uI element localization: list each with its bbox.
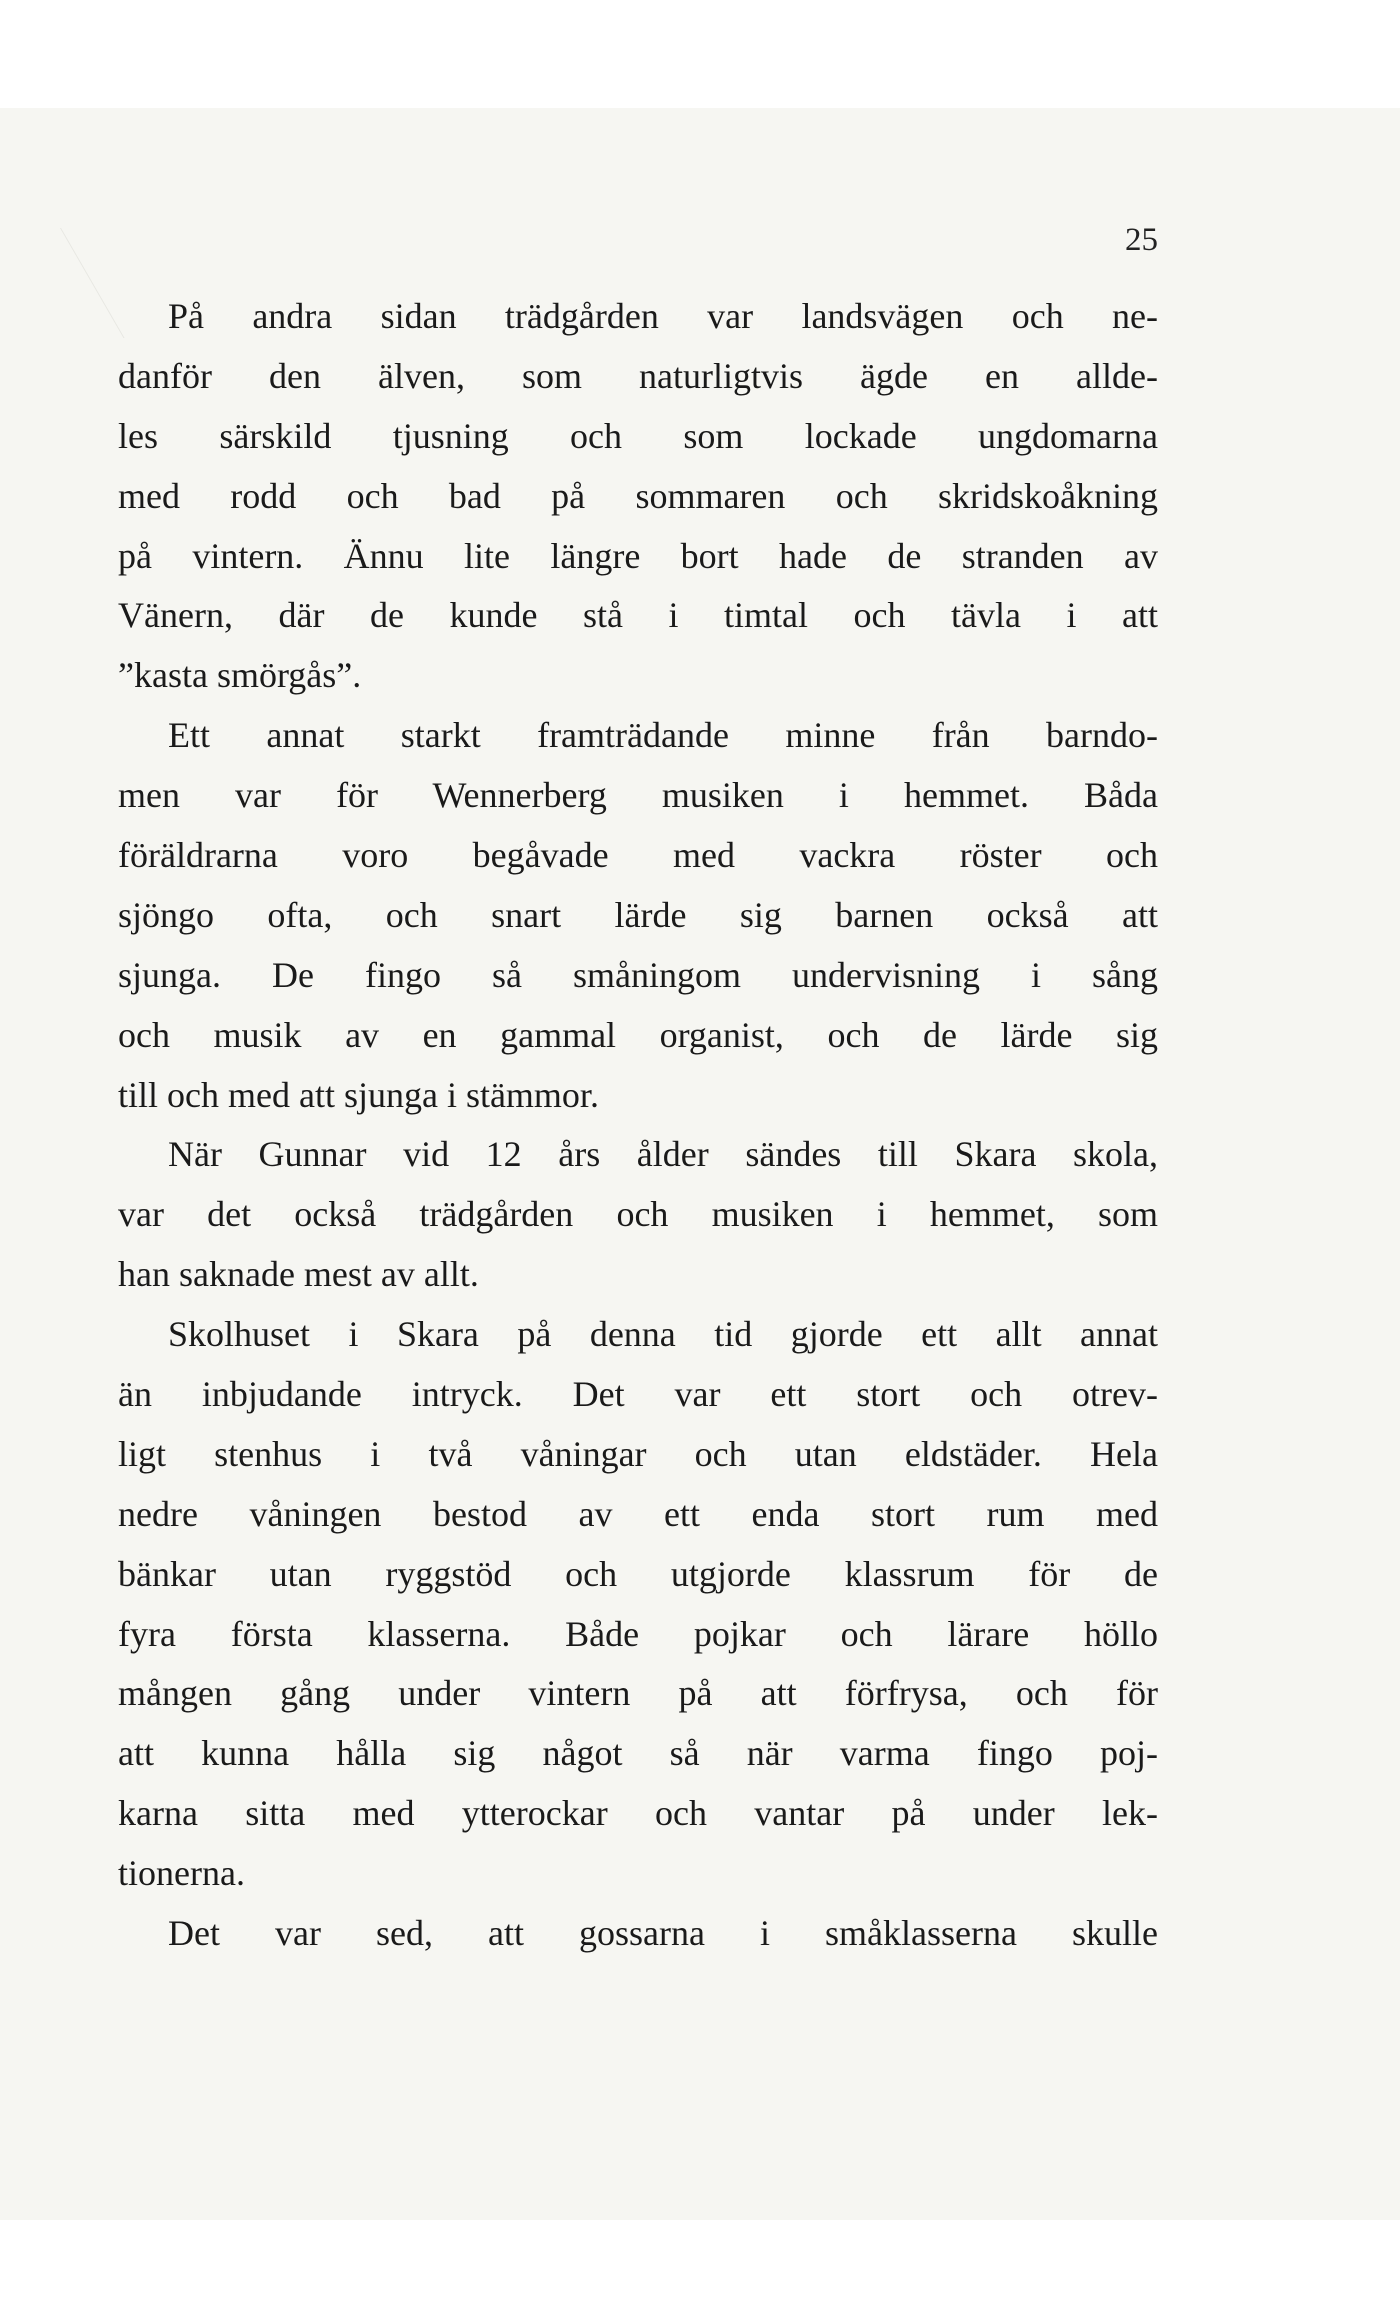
body-text — [118, 287, 1158, 1964]
text-line: och musik av en gammal organist, och de lärde sig — [118, 1014, 1158, 1055]
text-line: mången gång under vintern på att förfrysa, och för — [118, 1673, 1158, 1714]
page-number: 25 — [1125, 222, 1158, 258]
text-line: karna sitta med ytterockar och vantar på under lek- — [118, 1793, 1158, 1834]
text-line: bänkar utan ryggstöd och utgjorde klassrum för de — [118, 1553, 1158, 1594]
text-line: tionerna. — [118, 1853, 245, 1894]
text-line: än inbjudande intryck. Det var ett stort och otrev- — [118, 1374, 1158, 1415]
text-line: på vintern. Ännu lite längre bort hade de stranden av — [118, 535, 1158, 576]
text-line: sjöngo ofta, och snart lärde sig barnen också att — [118, 894, 1158, 935]
text-line: nedre våningen bestod av ett enda stort rum med — [118, 1493, 1158, 1534]
text-line: När Gunnar vid 12 års ålder sändes till Skara skola, — [168, 1134, 1158, 1175]
text-line: danför den älven, som naturligtvis ägde en allde- — [118, 355, 1158, 396]
text-line: men var för Wennerberg musiken i hemmet. Båda — [118, 775, 1158, 816]
text-line: var det också trädgården och musiken i hemmet, som — [118, 1194, 1158, 1235]
text-line: ”kasta smörgås”. — [118, 655, 362, 696]
text-line: med rodd och bad på sommaren och skridskoåkning — [118, 475, 1158, 516]
text-line: Vänern, där de kunde stå i timtal och tävla i att — [118, 595, 1158, 636]
text-line: Ett annat starkt framträdande minne från barndo- — [168, 715, 1158, 756]
text-line: les särskild tjusning och som lockade ungdomarna — [118, 415, 1158, 456]
text-line: att kunna hålla sig något så när varma fingo poj- — [118, 1733, 1158, 1774]
text-line: föräldrarna voro begåvade med vackra röster och — [118, 835, 1158, 876]
text-line: Skolhuset i Skara på denna tid gjorde ett allt annat — [168, 1314, 1158, 1355]
text-line: han saknade mest av allt. — [118, 1254, 479, 1295]
text-line: till och med att sjunga i stämmor. — [118, 1074, 599, 1115]
text-line: På andra sidan trädgården var landsvägen och ne- — [168, 296, 1158, 336]
text-line: ligt stenhus i två våningar och utan eldstäder. Hela — [118, 1433, 1158, 1474]
text-line: Det var sed, att gossarna i småklasserna skulle — [168, 1913, 1158, 1954]
text-line: sjunga. De fingo så småningom undervisning i sång — [118, 954, 1158, 995]
page-edge-shadow — [0, 228, 125, 338]
text-line: fyra första klasserna. Både pojkar och lärare höllo — [118, 1613, 1158, 1654]
